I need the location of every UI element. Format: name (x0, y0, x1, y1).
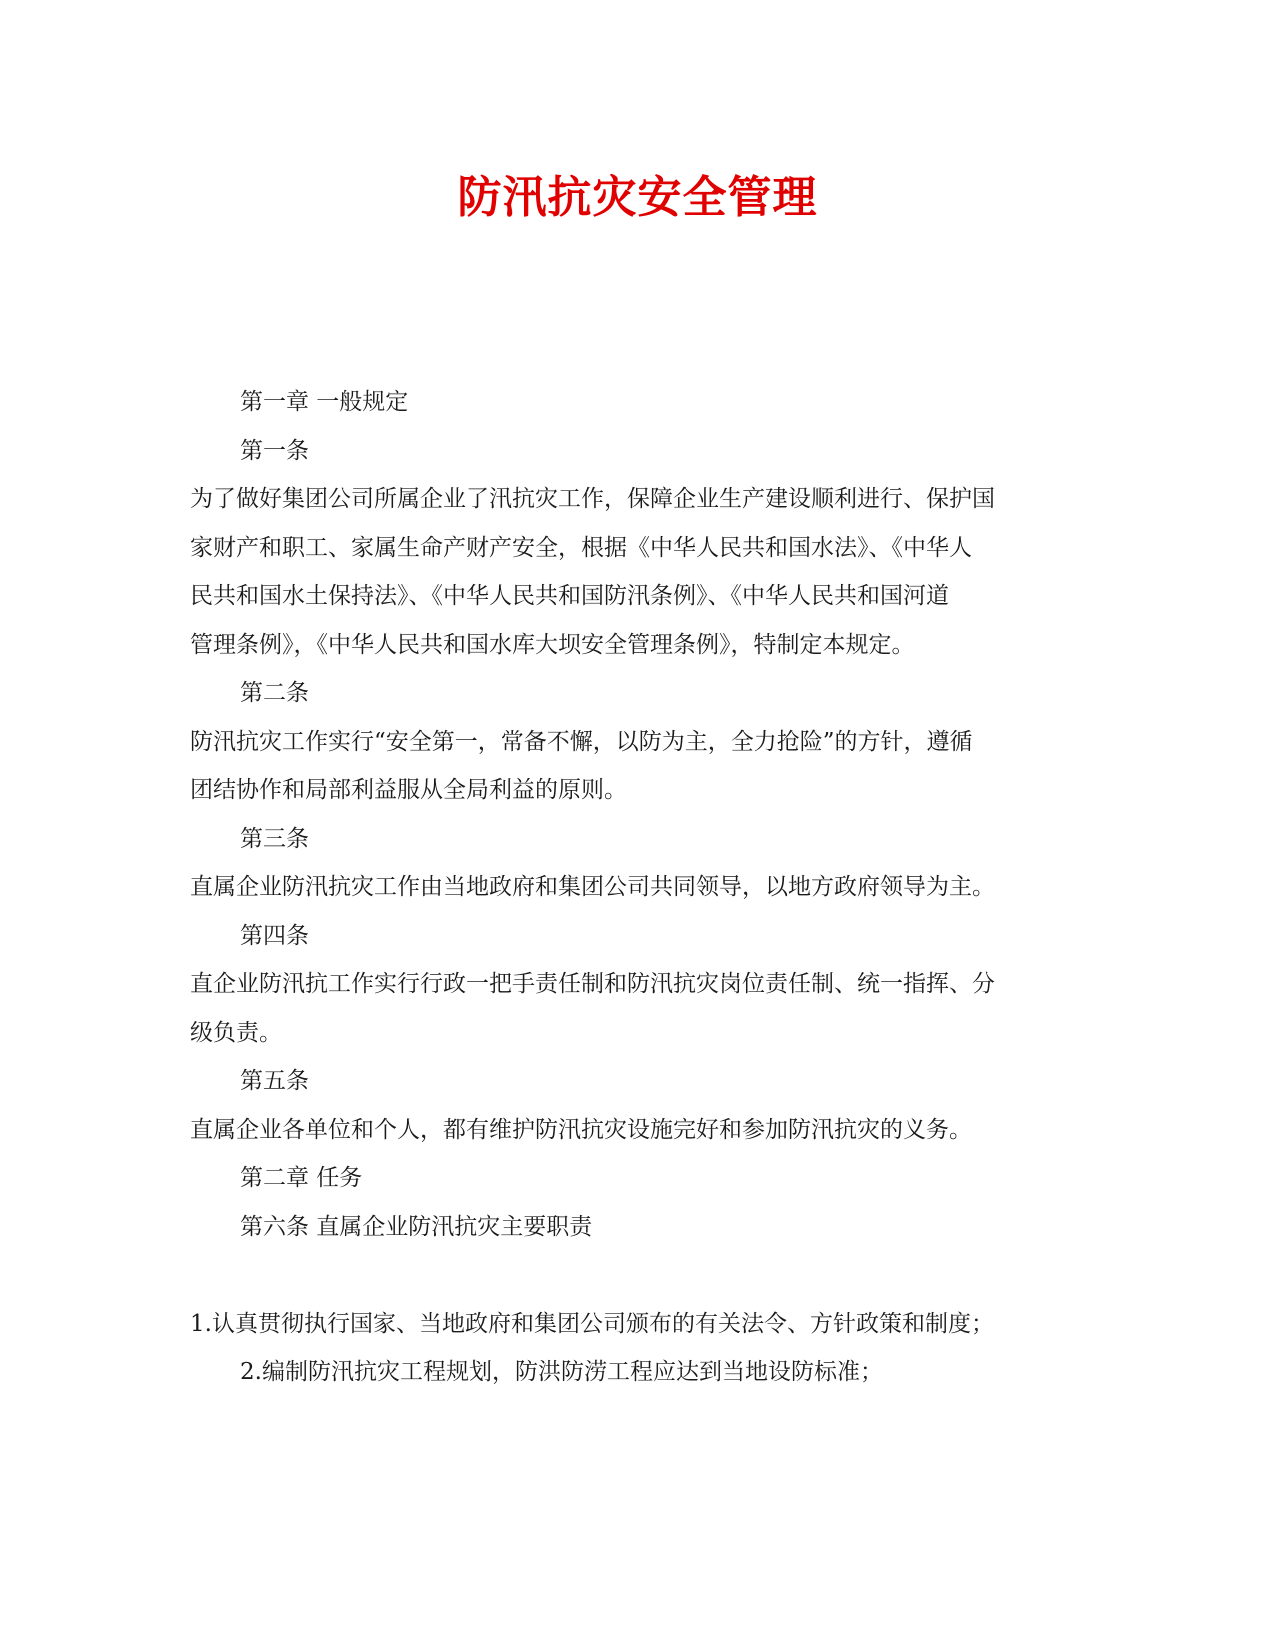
paragraph-line: 第四条 (240, 922, 309, 949)
blank-line (190, 1251, 1070, 1300)
document-body (190, 378, 1070, 1397)
paragraph-line: 民共和国水土保持法》、《中华人民共和国防汛条例》、《中华人民共和国河道 (190, 583, 949, 609)
paragraph-line: 直属企业防汛抗灾工作由当地政府和集团公司共同领导，以地方政府领导为主。 (190, 874, 995, 900)
paragraph-line: 第二条 (240, 680, 309, 706)
paragraph-line: 团结协作和局部利益服从全局利益的原则。 (190, 777, 627, 803)
paragraph-line: 直属企业各单位和个人，都有维护防汛抗灾设施完好和参加防汛抗灾的义务。 (190, 1116, 972, 1143)
paragraph-line: 2.编制防汛抗灾工程规划，防洪防涝工程应达到当地设防标准； (240, 1359, 883, 1385)
paragraph-line: 第一条 (240, 437, 309, 464)
paragraph-line: 为了做好集团公司所属企业了汛抗灾工作，保障企业生产建设顺利进行、保护国 (190, 486, 995, 512)
paragraph-line: 管理条例》，《中华人民共和国水库大坝安全管理条例》，特制定本规定。 (190, 631, 915, 658)
paragraph-line: 家财产和职工、家属生命产财产安全，根据《中华人民共和国水法》、《中华人 (190, 534, 972, 561)
document-title: 防汛抗灾安全管理 (457, 172, 818, 223)
paragraph-line: 第二章 任务 (240, 1165, 363, 1191)
paragraph-line: 第一章 一般规定 (240, 389, 409, 415)
paragraph-line: 第六条 直属企业防汛抗灾主要职责 (240, 1213, 593, 1240)
paragraph-line: 直企业防汛抗工作实行行政一把手责任制和防汛抗灾岗位责任制、统一指挥、分 (190, 971, 995, 997)
paragraph-line: 第五条 (240, 1068, 309, 1094)
paragraph-line: 1.认真贯彻执行国家、当地政府和集团公司颁布的有关法令、方针政策和制度； (190, 1310, 994, 1337)
paragraph-line: 防汛抗灾工作实行“安全第一，常备不懈，以防为主，全力抢险”的方针，遵循 (190, 728, 973, 755)
paragraph-line: 第三条 (240, 825, 309, 852)
paragraph-line: 级负责。 (190, 1019, 282, 1046)
